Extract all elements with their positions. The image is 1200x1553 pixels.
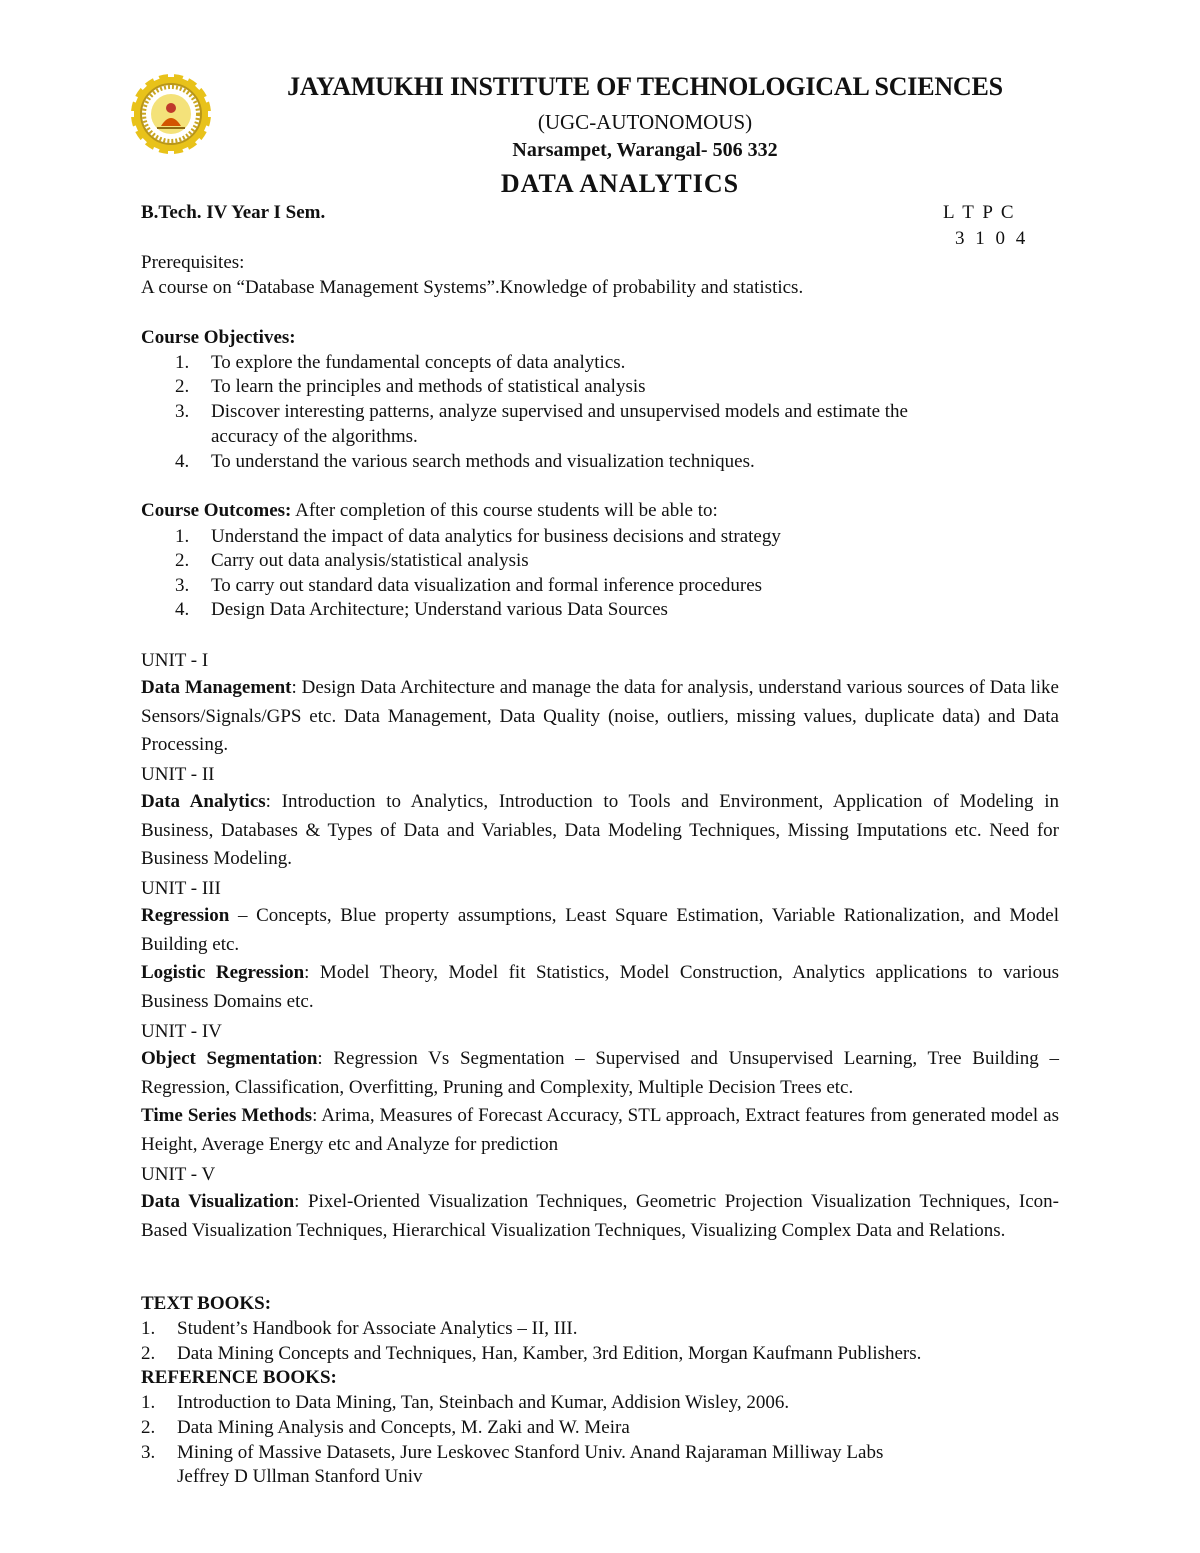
unit-5-body bbox=[141, 1188, 1059, 1245]
course-title: DATA ANALYTICS bbox=[500, 169, 740, 198]
unit-3-heading: UNIT - III bbox=[141, 878, 221, 899]
list-number: 3. bbox=[141, 1442, 156, 1463]
topic-title: Time Series Methods bbox=[141, 1105, 313, 1126]
list-item bbox=[141, 1466, 423, 1488]
list-item bbox=[175, 575, 762, 597]
topic-title: Object Segmentation bbox=[141, 1048, 318, 1069]
list-item bbox=[141, 1417, 630, 1439]
unit-4-body-2 bbox=[141, 1102, 1059, 1159]
list-text: Data Mining Analysis and Concepts, M. Zaki and W. Meira bbox=[177, 1417, 630, 1438]
list-text: Data Mining Concepts and Techniques, Han, Kamber, 3rd Edition, Morgan Kaufmann Publishers. bbox=[177, 1343, 922, 1364]
autonomy-status: (UGC-AUTONOMOUS) bbox=[537, 110, 753, 134]
ltpc-label: L T P C bbox=[943, 202, 1016, 223]
ltpc-values: 3 1 0 4 bbox=[955, 228, 1029, 249]
list-number: 3. bbox=[175, 575, 190, 596]
list-item bbox=[141, 1343, 921, 1365]
reference-books-heading: REFERENCE BOOKS: bbox=[141, 1367, 337, 1388]
list-text: Carry out data analysis/statistical analysis bbox=[211, 550, 529, 571]
topic-text: : Introduction to Analytics, Introduction to Tools and Environment, Application of Modeling in Business, Databases & Types of Data and Variables, Data Modeling Techniques, Missing Imputations etc. Need for Business Modeling. bbox=[141, 791, 1060, 869]
list-text: To explore the fundamental concepts of data analytics. bbox=[211, 352, 626, 373]
list-number: 4. bbox=[175, 451, 190, 472]
outcomes-intro bbox=[141, 500, 718, 522]
unit-2-body bbox=[141, 788, 1059, 874]
list-number: 1. bbox=[175, 526, 190, 547]
text-books-heading: TEXT BOOKS: bbox=[141, 1293, 272, 1314]
topic-text: : Regression Vs Segmentation – Supervised and Unsupervised Learning, Tree Building – Regression, Classification, Overfitting, Pruning and Complexity, Multiple Decision Trees etc. bbox=[141, 1048, 1059, 1098]
topic-title: Logistic Regression bbox=[141, 962, 305, 983]
list-number: 1. bbox=[141, 1318, 156, 1339]
unit-3-body-2 bbox=[141, 959, 1059, 1016]
list-item bbox=[175, 451, 755, 473]
list-text: accuracy of the algorithms. bbox=[211, 426, 418, 447]
topic-text: : Arima, Measures of Forecast Accuracy, STL approach, Extract features from generated model as Height, Average Energy etc and Analyze for prediction bbox=[141, 1105, 1059, 1155]
outcomes-intro-text: After completion of this course students will be able to: bbox=[291, 500, 718, 521]
list-number: 2. bbox=[141, 1343, 156, 1364]
prerequisites-label: Prerequisites: bbox=[141, 252, 245, 273]
topic-text: : Pixel-Oriented Visualization Techniques, Geometric Projection Visualization Techniques, Icon-Based Visualization Techniques, Hierarchical Visualization Techniques, Visualizing Complex Data and Relations. bbox=[141, 1191, 1060, 1241]
list-text: Introduction to Data Mining, Tan, Steinbach and Kumar, Addision Wisley, 2006. bbox=[177, 1392, 790, 1413]
list-number: 3. bbox=[175, 401, 190, 422]
unit-4-body-1 bbox=[141, 1045, 1059, 1102]
unit-5-heading: UNIT - V bbox=[141, 1164, 216, 1185]
institute-name: JAYAMUKHI INSTITUTE OF TECHNOLOGICAL SCIENCES bbox=[287, 72, 1003, 101]
list-text: To understand the various search methods and visualization techniques. bbox=[211, 451, 755, 472]
list-text: Jeffrey D Ullman Stanford Univ bbox=[177, 1466, 423, 1487]
list-number: 2. bbox=[175, 550, 190, 571]
list-item bbox=[175, 352, 625, 374]
unit-1-body bbox=[141, 674, 1059, 760]
unit-3-body-1 bbox=[141, 902, 1059, 959]
list-text: Mining of Massive Datasets, Jure Leskovec Stanford Univ. Anand Rajaraman Milliway Labs bbox=[177, 1442, 884, 1463]
semester-label: B.Tech. IV Year I Sem. bbox=[141, 202, 326, 223]
unit-1-heading: UNIT - I bbox=[141, 650, 209, 671]
topic-title: Regression bbox=[141, 905, 230, 926]
unit-2-heading: UNIT - II bbox=[141, 764, 215, 785]
topic-text: – Concepts, Blue property assumptions, Least Square Estimation, Variable Rationalization, and Model Building etc. bbox=[141, 905, 1059, 955]
topic-text: : Model Theory, Model fit Statistics, Model Construction, Analytics applications to various Business Domains etc. bbox=[141, 962, 1059, 1012]
list-item bbox=[175, 376, 646, 398]
list-item bbox=[175, 401, 908, 423]
list-number: 2. bbox=[175, 376, 190, 397]
list-number: 1. bbox=[175, 352, 190, 373]
list-text: Student’s Handbook for Associate Analytics – II, III. bbox=[177, 1318, 578, 1339]
list-text: To carry out standard data visualization and formal inference procedures bbox=[211, 575, 763, 596]
list-item bbox=[175, 550, 529, 572]
list-item bbox=[141, 1442, 883, 1464]
list-text: Discover interesting patterns, analyze supervised and unsupervised models and estimate the bbox=[211, 401, 908, 422]
topic-title: Data Management bbox=[141, 677, 292, 698]
list-number: 4. bbox=[175, 599, 190, 620]
list-text: To learn the principles and methods of statistical analysis bbox=[211, 376, 646, 397]
list-item bbox=[141, 1392, 789, 1414]
list-item bbox=[175, 599, 668, 621]
topic-text: : Design Data Architecture and manage the data for analysis, understand various sources of Data like Sensors/Signals/GPS etc. Data Management, Data Quality (noise, outliers, missing values, duplicate data) and Data Processing. bbox=[141, 677, 1059, 755]
list-text: Design Data Architecture; Understand various Data Sources bbox=[211, 599, 668, 620]
list-item bbox=[175, 426, 418, 448]
list-item bbox=[141, 1318, 578, 1340]
list-number: 1. bbox=[141, 1392, 156, 1413]
objectives-heading: Course Objectives: bbox=[141, 327, 296, 348]
list-item bbox=[175, 526, 781, 548]
topic-title: Data Analytics bbox=[141, 791, 266, 812]
list-number: 2. bbox=[141, 1417, 156, 1438]
unit-4-heading: UNIT - IV bbox=[141, 1021, 222, 1042]
topic-title: Data Visualization bbox=[141, 1191, 295, 1212]
prerequisites-text: A course on “Database Management Systems”.Knowledge of probability and statistics. bbox=[141, 277, 804, 298]
list-text: Understand the impact of data analytics for business decisions and strategy bbox=[211, 526, 781, 547]
outcomes-heading: Course Outcomes: bbox=[141, 500, 292, 521]
institute-address: Narsampet, Warangal- 506 332 bbox=[512, 139, 778, 161]
